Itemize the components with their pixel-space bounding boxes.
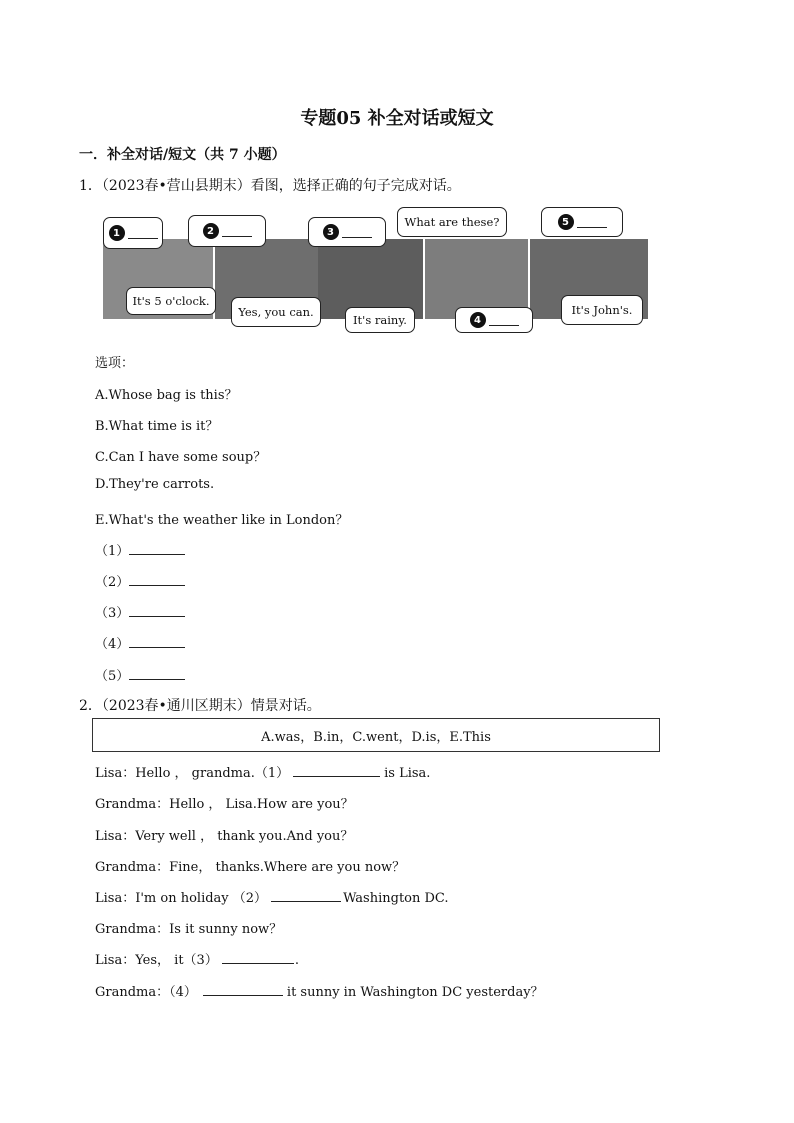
answer-number: （4）	[95, 637, 130, 652]
dialogue-line-2	[95, 793, 354, 812]
speech-bubble-rainy: It's rainy.	[345, 307, 415, 333]
line-text: （4）	[169, 985, 197, 1000]
options-label: 选项：	[95, 356, 135, 371]
fill-blank[interactable]	[203, 982, 283, 996]
line-text: Very well ， thank you.And you？	[135, 829, 354, 844]
question-1-picture	[103, 207, 648, 335]
dialogue-line-3	[95, 825, 353, 844]
fill-blank[interactable]	[222, 950, 294, 964]
line-text-after: .	[294, 953, 299, 968]
speech-bubble-1	[103, 217, 163, 249]
speaker: Lisa：	[95, 953, 136, 968]
answer-blank-2[interactable]	[95, 571, 185, 590]
speaker: Grandma：	[95, 860, 170, 875]
number-badge-3: 3	[323, 224, 339, 240]
number-badge-4: 4	[470, 312, 486, 328]
dialogue-line-4	[95, 856, 405, 875]
speaker: Lisa：	[95, 766, 136, 781]
answer-number: （3）	[95, 606, 130, 621]
speech-bubble-5	[541, 207, 623, 237]
speech-bubble-yes: Yes, you can.	[231, 297, 321, 327]
question-1-stem: 1．（2023春•营山县期末）看图，选择正确的句子完成对话。	[79, 178, 461, 194]
speaker: Lisa：	[95, 829, 136, 844]
speech-bubble-these: What are these?	[397, 207, 507, 237]
number-badge-5: 5	[558, 214, 574, 230]
line-text: I'm on holiday （2）	[135, 891, 268, 906]
word-options-box: A.was，B.in，C.went，D.is，E.This	[92, 718, 660, 752]
answer-blank-1[interactable]	[95, 540, 185, 559]
speaker: Grandma：	[95, 922, 170, 937]
fill-blank[interactable]	[293, 763, 380, 777]
option-c: C.Can I have some soup？	[95, 450, 267, 465]
answer-blank-4[interactable]	[95, 633, 185, 652]
section-heading: 一．补全对话/短文（共 7 小题）	[79, 147, 286, 163]
speech-bubble-3	[308, 217, 386, 247]
line-text: Hello ， Lisa.How are you？	[169, 797, 354, 812]
speech-bubble-clock: It's 5 o'clock.	[126, 287, 216, 315]
option-a: A.Whose bag is this？	[95, 388, 238, 403]
option-b: B.What time is it？	[95, 419, 219, 434]
speech-bubble-2	[188, 215, 266, 247]
number-badge-1: 1	[109, 225, 125, 241]
dialogue-line-1	[95, 762, 430, 781]
page-title: 专题05 补全对话或短文	[300, 108, 494, 129]
answer-number: （2）	[95, 575, 130, 590]
line-text: Fine， thanks.Where are you now？	[169, 860, 406, 875]
line-text-after: is Lisa.	[384, 766, 431, 781]
line-text: Yes， it（3）	[135, 953, 218, 968]
line-text: Hello ， grandma.（1）	[135, 766, 290, 781]
question-2-stem: 2．（2023春•通川区期末）情景对话。	[79, 698, 321, 714]
speech-bubble-4	[455, 307, 533, 333]
answer-number: （5）	[95, 669, 130, 684]
dialogue-line-7	[95, 949, 299, 968]
fill-blank[interactable]	[271, 888, 341, 902]
line-text-after: it sunny in Washington DC yesterday？	[286, 985, 544, 1000]
dialogue-line-5	[95, 887, 449, 906]
answer-blank-5[interactable]	[95, 665, 185, 684]
option-e: E.What's the weather like in London？	[95, 513, 349, 528]
answer-number: （1）	[95, 544, 130, 559]
speech-bubble-johns: It's John's.	[561, 295, 643, 325]
line-text: Is it sunny now？	[169, 922, 283, 937]
speaker: Grandma：	[95, 797, 170, 812]
dialogue-line-8	[95, 981, 544, 1000]
line-text-after: Washington DC.	[343, 891, 449, 906]
number-badge-2: 2	[203, 223, 219, 239]
speaker: Grandma：	[95, 985, 170, 1000]
answer-blank-3[interactable]	[95, 602, 185, 621]
dialogue-line-6	[95, 918, 282, 937]
option-d: D.They're carrots.	[95, 477, 215, 492]
speaker: Lisa：	[95, 891, 136, 906]
